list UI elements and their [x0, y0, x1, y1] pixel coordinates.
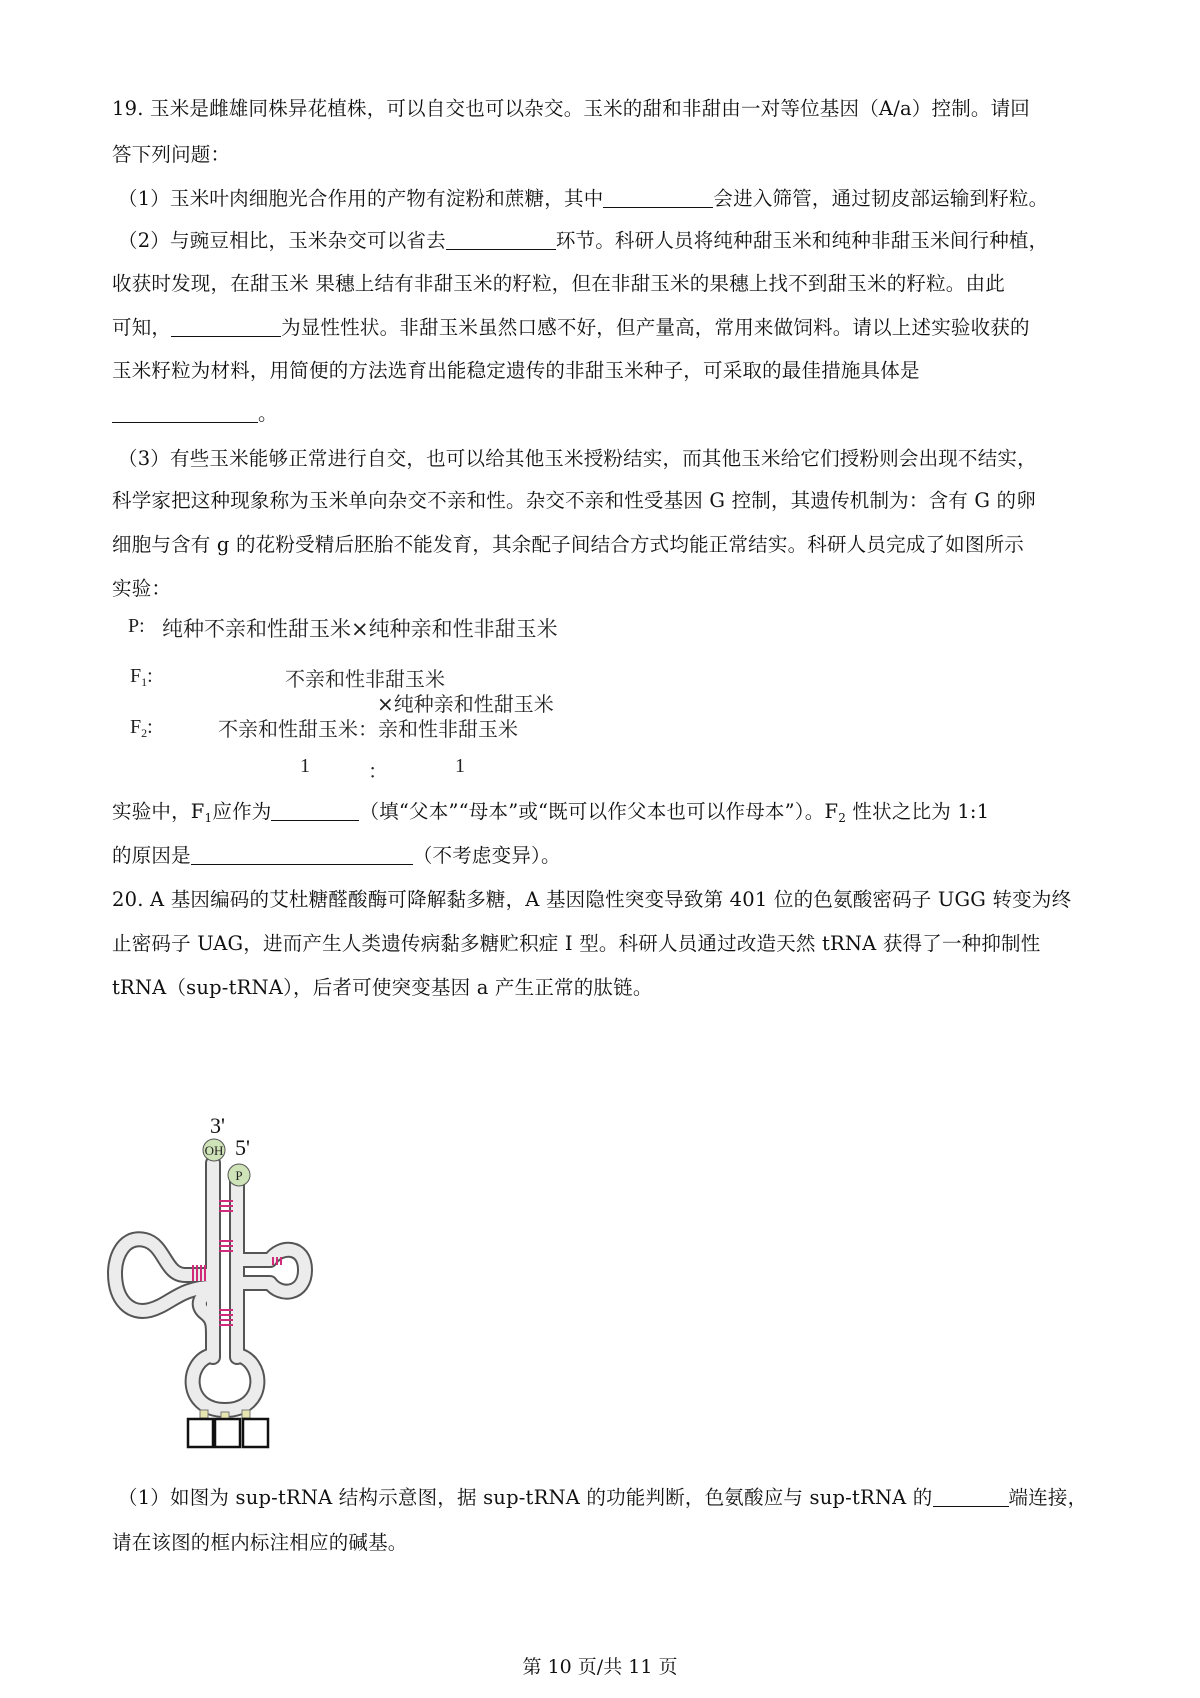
three-prime-label: 3'	[210, 1113, 225, 1138]
p-generation-label: P:	[128, 615, 145, 637]
q20-sub1-line1: （1）如图为 sup-tRNA 结构示意图，据 sup-tRNA 的功能判断，色氨酸应与 sup-tRNA 的 端连接，	[118, 1486, 1088, 1509]
q19-part2-line4: 玉米籽粒为材料，用简便的方法选育出能稳定遗传的非甜玉米种子，可采取的最佳措施具体是	[112, 359, 920, 382]
q20-line-1: 20. A 基因编码的艾杜糖醛酸酶可降解黏多糖，A 基因隐性突变导致第 401 位的色氨酸密码子 UGG 转变为终	[112, 888, 1072, 911]
ratio-right: 1	[455, 755, 465, 777]
q19-part2-line5: 。	[112, 401, 278, 427]
phosphate-label: P	[235, 1168, 243, 1183]
anticodon-box-2[interactable]	[215, 1419, 240, 1447]
q19-part3-line1: （3）有些玉米能够正常进行自交，也可以给其他玉米授粉结实，而其他玉米给它们授粉则会出现不结实，	[118, 447, 1037, 470]
q20-line-3: tRNA（sup-tRNA），后者可使突变基因 a 产生正常的肽链。	[112, 976, 653, 999]
q19-part2-line1: （2）与豌豆相比，玉米杂交可以省去 环节。科研人员将纯种甜玉米和纯种非甜玉米间行种植，	[118, 229, 1049, 252]
trna-backbone-fill	[115, 1163, 305, 1410]
q19-experiment-line2: 的原因是 （不考虑变异）。	[112, 844, 561, 867]
answer-blank[interactable]	[191, 844, 413, 865]
q19-part3-line3: 细胞与含有 g 的花粉受精后胚胎不能发育，其余配子间结合方式均能正常结实。科研人员完成了如图所示	[112, 533, 1024, 556]
five-prime-label: 5'	[235, 1135, 250, 1160]
answer-blank[interactable]	[112, 402, 258, 423]
answer-blank[interactable]	[933, 1486, 1009, 1507]
anticodon-answer-boxes	[188, 1419, 268, 1447]
p-generation-cross: 纯种不亲和性甜玉米×纯种亲和性非甜玉米	[162, 617, 558, 641]
anticodon-box-3[interactable]	[243, 1419, 268, 1447]
f1-generation-label: $F_1$:	[130, 665, 153, 689]
answer-blank[interactable]	[603, 187, 713, 208]
answer-blank[interactable]	[446, 229, 556, 250]
q19-part1: （1）玉米叶肉细胞光合作用的产物有淀粉和蔗糖，其中 会进入筛管，通过韧皮部运输到籽粒。	[118, 187, 1049, 210]
q19-line-2: 答下列问题：	[112, 143, 231, 166]
answer-blank[interactable]	[271, 800, 359, 821]
q19-part2-line2: 收获时发现，在甜玉米 果穗上结有非甜玉米的籽粒，但在非甜玉米的果穗上找不到甜玉米的籽粒。由此	[112, 272, 1005, 295]
q19-part3-line4: 实验：	[112, 577, 172, 600]
q20-line-2: 止密码子 UAG，进而产生人类遗传病黏多糖贮积症 I 型。科研人员通过改造天然 tRNA 获得了一种抑制性	[112, 932, 1041, 955]
anticodon-box-1[interactable]	[188, 1419, 213, 1447]
f2-phenotypes: 不亲和性甜玉米：亲和性非甜玉米	[218, 717, 518, 741]
answer-blank[interactable]	[171, 316, 281, 337]
q19-part2-line3: 可知， 为显性性状。非甜玉米虽然口感不好，但产量高，常用来做饲料。请以上述实验收获的	[112, 316, 1030, 339]
q19-experiment-line1: 实验中，$F_1$应作为 （填“父本”“母本”或“既可以作父本也可以作母本”）。$F_2$ 性状之比为 1:1	[112, 800, 990, 825]
ratio-colon: ：	[368, 759, 388, 783]
page-footer: 第 10 页/共 11 页	[522, 1656, 678, 1678]
q19-part3-line2: 科学家把这种现象称为玉米单向杂交不亲和性。杂交不亲和性受基因 G 控制，其遗传机制为：含有 G 的卵	[112, 489, 1036, 512]
f1-phenotype: 不亲和性非甜玉米	[285, 667, 445, 691]
sup-trna-structure-diagram	[105, 1105, 315, 1465]
oh-label: OH	[204, 1143, 224, 1158]
f2-generation-label: $F_2$:	[130, 716, 153, 740]
q20-sub1-line2: 请在该图的框内标注相应的碱基。	[112, 1531, 408, 1554]
q19-line-1: 19. 玉米是雌雄同株异花植株，可以自交也可以杂交。玉米的甜和非甜由一对等位基因（A/a）控制。请回	[112, 97, 1030, 120]
f1-testcross: ×纯种亲和性甜玉米	[377, 692, 554, 716]
ratio-left: 1	[300, 755, 310, 777]
